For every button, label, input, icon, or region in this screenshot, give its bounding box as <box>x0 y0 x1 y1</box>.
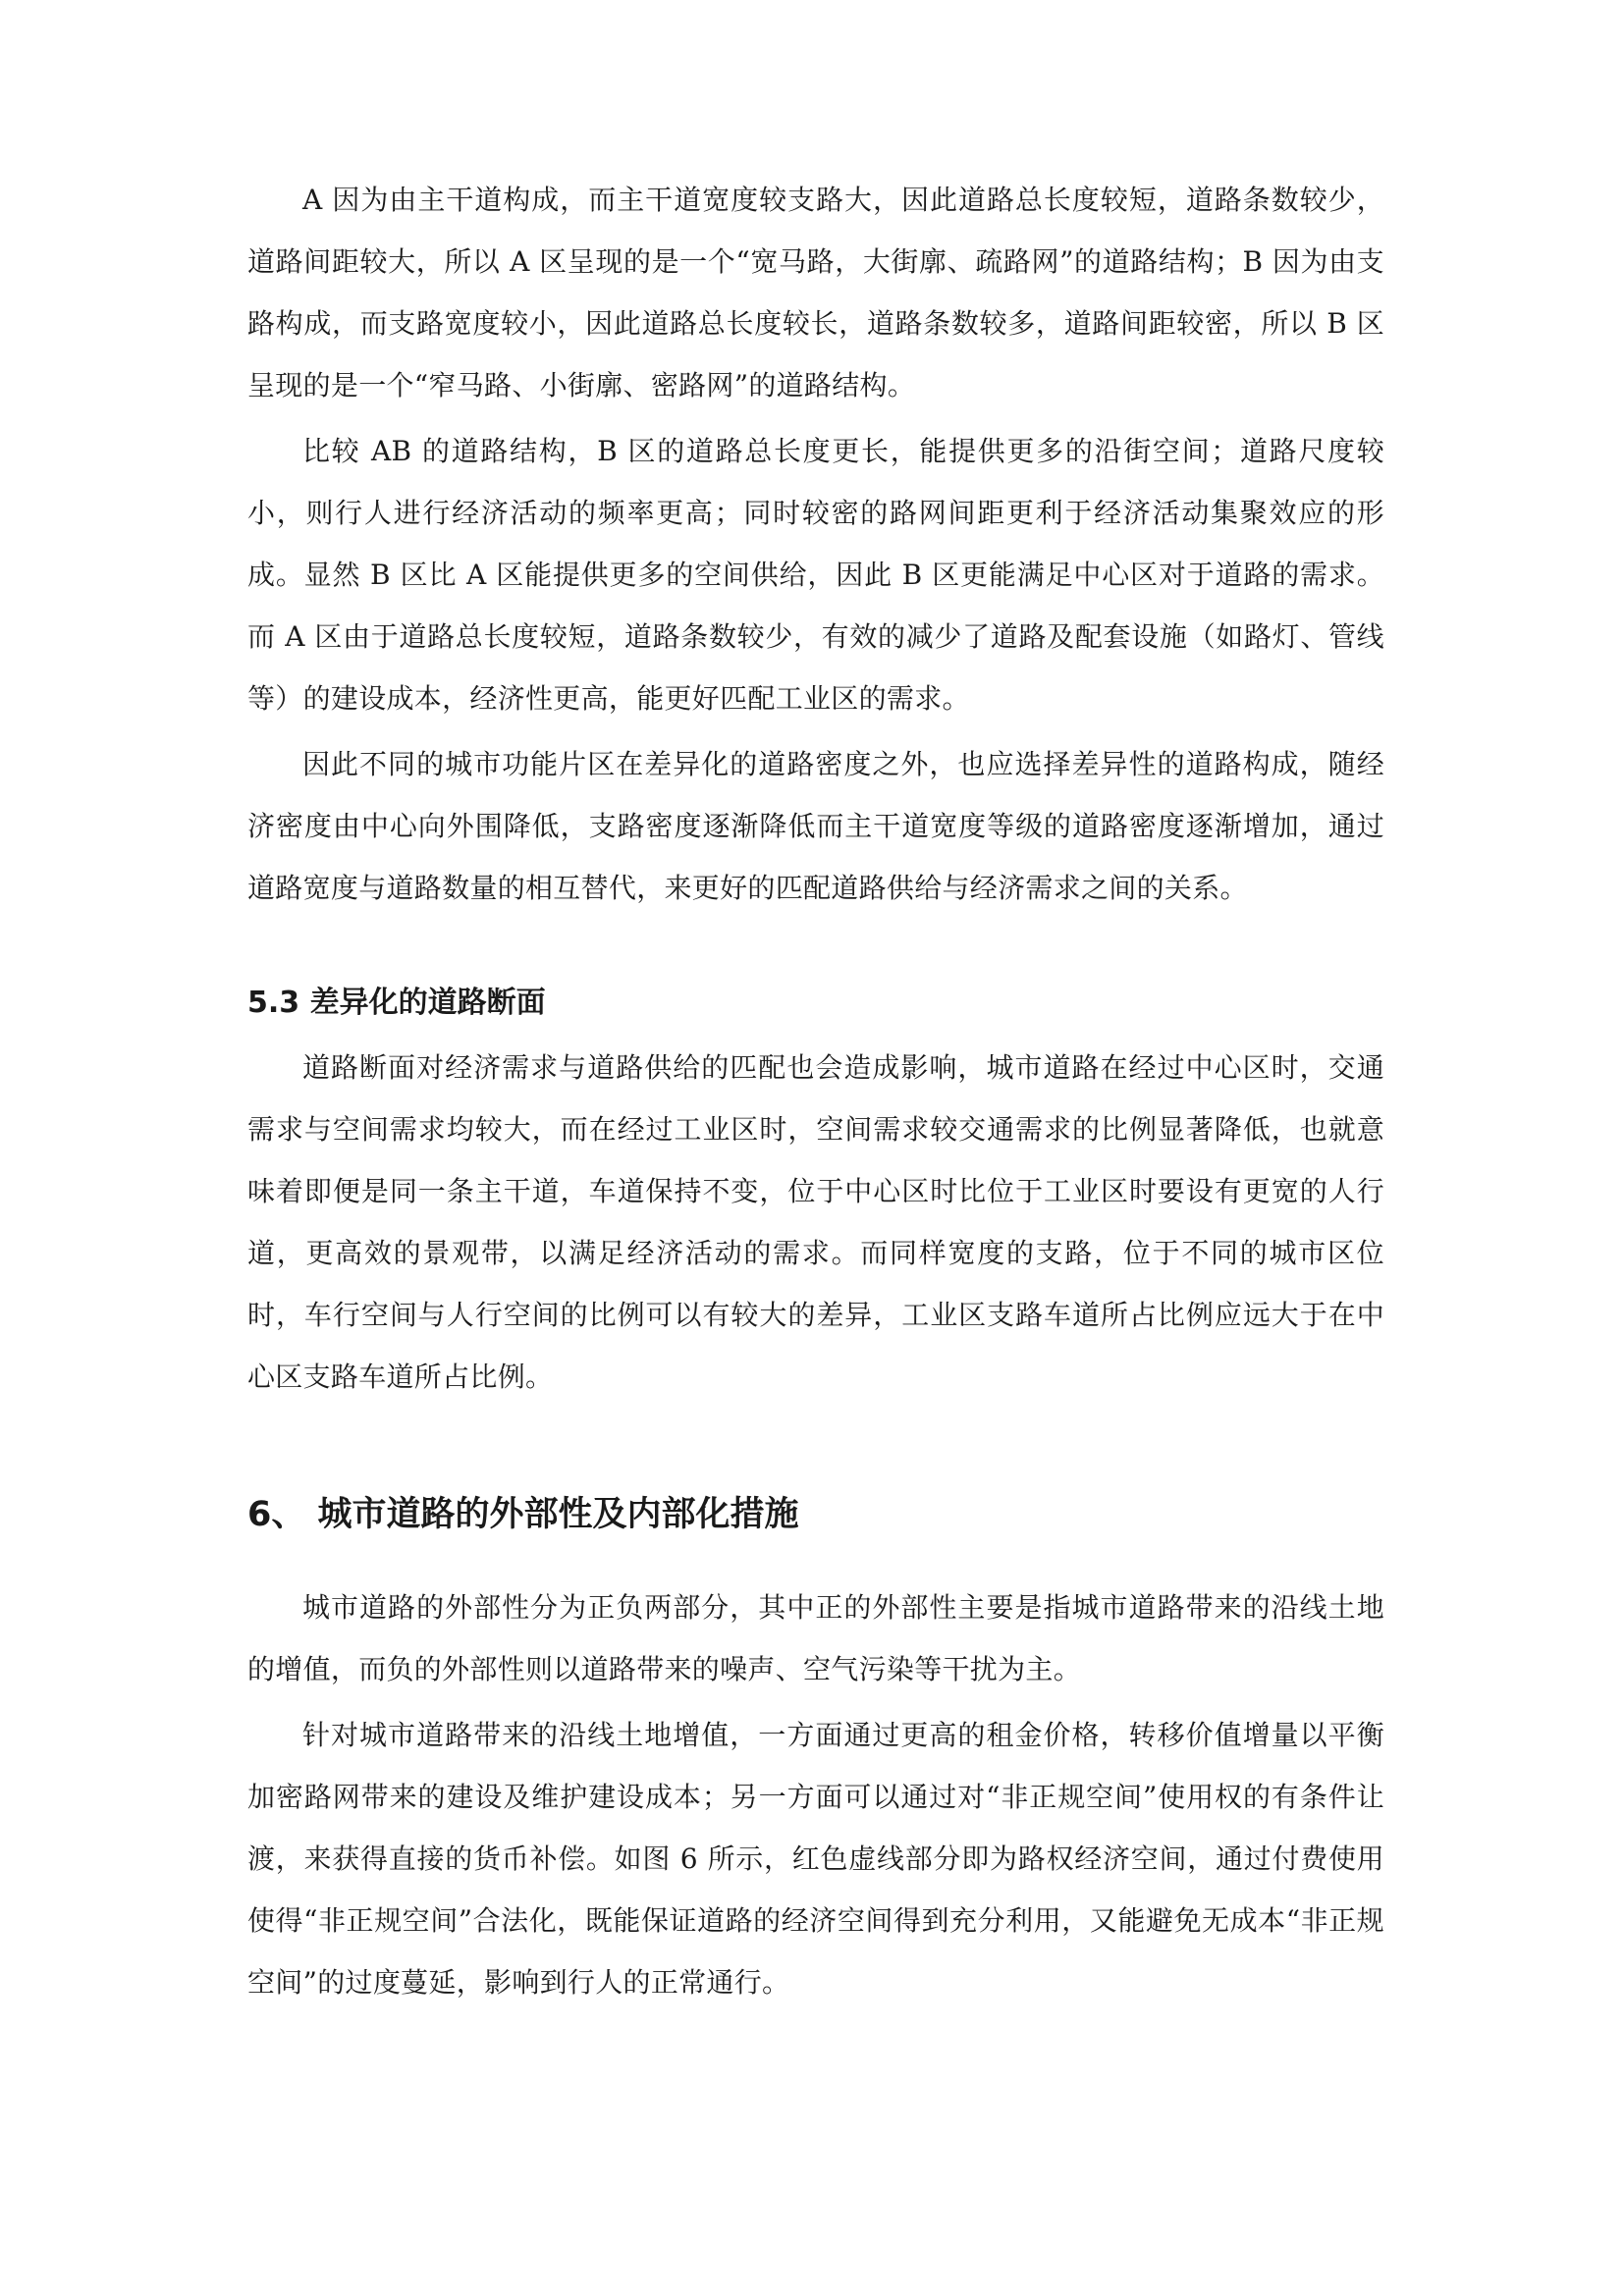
body-paragraph: 比较 AB 的道路结构，B 区的道路总长度更长，能提供更多的沿街空间；道路尺度较小，则行人进行经济活动的频率更高；同时较密的路网间距更利于经济活动集聚效应的形成。显然 B 区比 A 区能提供更多的空间供给，因此 B 区更能满足中心区对于道路的需求。而 A 区由于道路总长度较短，道路条数较少，有效的减少了道路及配套设施（如路灯、管线等）的建设成本，经济性更高，能更好匹配工业区的需求。 <box>247 435 1384 715</box>
body-paragraph: 城市道路的外部性分为正负两部分，其中正的外部性主要是指城市道路带来的沿线土地的增值，而负的外部性则以道路带来的噪声、空气污染等干扰为主。 <box>247 1591 1384 1685</box>
section-heading-5-3: 5.3 差异化的道路断面 <box>247 986 546 1020</box>
chapter-heading-6: 6、 城市道路的外部性及内部化措施 <box>247 1495 799 1534</box>
document-page <box>247 169 1384 2013</box>
body-paragraph: 因此不同的城市功能片区在差异化的道路密度之外，也应选择差异性的道路构成，随经济密度由中心向外围降低，支路密度逐渐降低而主干道宽度等级的道路密度逐渐增加，通过道路宽度与道路数量的相互替代，来更好的匹配道路供给与经济需求之间的关系。 <box>247 748 1384 904</box>
body-paragraph: 道路断面对经济需求与道路供给的匹配也会造成影响，城市道路在经过中心区时，交通需求与空间需求均较大，而在经过工业区时，空间需求较交通需求的比例显著降低，也就意味着即便是同一条主干道，车道保持不变，位于中心区时比位于工业区时要设有更宽的人行道，更高效的景观带，以满足经济活动的需求。而同样宽度的支路，位于不同的城市区位时，车行空间与人行空间的比例可以有较大的差异，工业区支路车道所占比例应远大于在中心区支路车道所占比例。 <box>247 1051 1384 1393</box>
body-paragraph: 针对城市道路带来的沿线土地增值，一方面通过更高的租金价格，转移价值增量以平衡加密路网带来的建设及维护建设成本；另一方面可以通过对“非正规空间”使用权的有条件让渡，来获得直接的货币补偿。如图 6 所示，红色虚线部分即为路权经济空间，通过付费使用使得“非正规空间”合法化，既能保证道路的经济空间得到充分利用，又能避免无成本“非正规空间”的过度蔓延，影响到行人的正常通行。 <box>247 1719 1384 1999</box>
body-paragraph: A 因为由主干道构成，而主干道宽度较支路大，因此道路总长度较短，道路条数较少，道路间距较大，所以 A 区呈现的是一个“宽马路，大街廓、疏路网”的道路结构；B 因为由支路构成，而支路宽度较小，因此道路总长度较长，道路条数较多，道路间距较密，所以 B 区呈现的是一个“窄马路、小街廓、密路网”的道路结构。 <box>247 184 1384 401</box>
